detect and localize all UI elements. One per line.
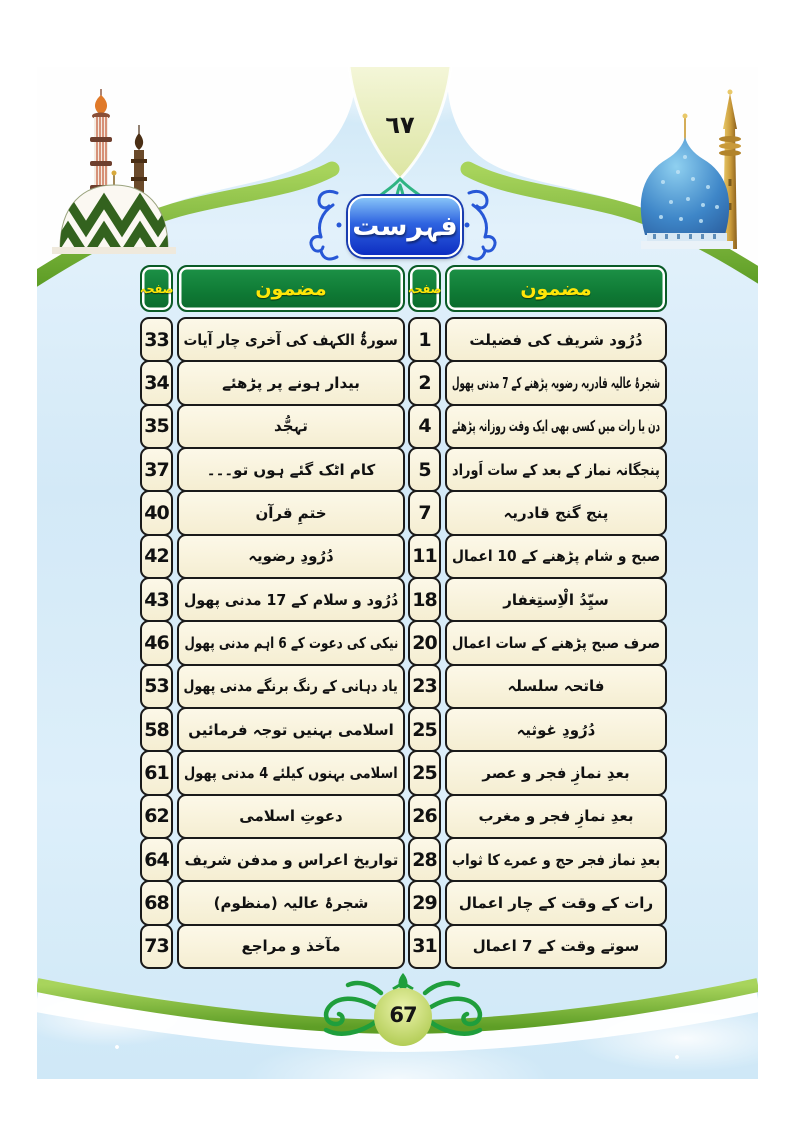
toc-row <box>140 578 405 621</box>
toc-row <box>408 491 667 534</box>
title-banner: فہرست <box>348 196 462 257</box>
header-page-column <box>408 265 441 312</box>
header-page-label: صفحہ <box>139 281 174 296</box>
toc-topic: سوتے وقت کے 7 اعمال <box>445 924 667 969</box>
toc-page-number: 73 <box>140 924 173 969</box>
toc-topic: پنج گنج قادریہ <box>445 490 667 535</box>
toc-topic: دُرُود و سلام کے 17 مدنی پھول <box>177 577 405 622</box>
toc-page-number: 46 <box>140 620 173 665</box>
toc-row <box>140 665 405 708</box>
blue-floral-ornament-icon <box>303 187 345 263</box>
toc-row <box>140 448 405 491</box>
toc-page-number: 23 <box>408 664 441 709</box>
toc-row <box>140 491 405 534</box>
toc-row <box>408 361 667 404</box>
header-topic-label: مضمون <box>255 277 327 300</box>
toc-row <box>140 708 405 751</box>
toc-topic: دن یا رات میں کسی بھی ایک وقت روزانہ پڑھئے <box>445 404 667 449</box>
toc-page-number: 20 <box>408 620 441 665</box>
green-zigzag-dome-shrine-icon <box>42 89 182 254</box>
sky-background <box>37 67 758 1079</box>
blue-floral-ornament-icon <box>461 187 503 263</box>
toc-topic: سیِّدُ الْاِستِغفار <box>445 577 667 622</box>
toc-topic: صبح و شام پڑھنے کے 10 اعمال <box>445 534 667 579</box>
toc-topic: مآخذ و مراجع <box>177 924 405 969</box>
toc-section-second-half <box>140 265 405 968</box>
toc-page-number: 29 <box>408 880 441 925</box>
page-number-top: ٦٧ <box>385 111 415 139</box>
toc-page-number: 58 <box>140 707 173 752</box>
toc-page-number: 11 <box>408 534 441 579</box>
toc-topic: یاد دہانی کے رنگ برنگے مدنی پھول <box>177 664 405 709</box>
toc-page-number: 25 <box>408 707 441 752</box>
toc-topic: بعدِ نمازِ فجر و مغرب <box>445 794 667 839</box>
toc-topic: فاتحہ سلسلہ <box>445 664 667 709</box>
toc-page-number: 35 <box>140 404 173 449</box>
toc-topic: ختمِ قرآن <box>177 490 405 535</box>
toc-page-number: 34 <box>140 360 173 405</box>
header-topic-label: مضمون <box>520 277 592 300</box>
toc-topic: شجرۂ عالیہ قادریہ رضویہ پڑھنے کے 7 مدنی پھول <box>445 360 667 405</box>
toc-section-first-half <box>408 265 667 968</box>
toc-topic: بعدِ نمازِ فجر و عصر <box>445 750 667 795</box>
toc-row <box>140 318 405 361</box>
toc-row <box>140 795 405 838</box>
toc-page-number: 2 <box>408 360 441 405</box>
toc-row <box>408 535 667 578</box>
toc-row <box>408 838 667 881</box>
toc-page-number: 68 <box>140 880 173 925</box>
toc-topic: دُرُود شریف کی فضیلت <box>445 317 667 362</box>
toc-row <box>408 795 667 838</box>
toc-row <box>140 838 405 881</box>
toc-row <box>408 578 667 621</box>
toc-page-number: 62 <box>140 794 173 839</box>
toc-row <box>408 621 667 664</box>
page-number-bottom: 67 <box>389 1003 417 1027</box>
toc-page-number: 43 <box>140 577 173 622</box>
toc-topic: بعدِ نماز فجر حج و عمرے کا ثواب <box>445 837 667 882</box>
toc-topic: نیکی کی دعوت کے 6 اہم مدنی پھول <box>177 620 405 665</box>
toc-page-number: 37 <box>140 447 173 492</box>
toc-page-number: 33 <box>140 317 173 362</box>
toc-page-number: 31 <box>408 924 441 969</box>
toc-page-number: 53 <box>140 664 173 709</box>
toc-row <box>408 318 667 361</box>
toc-topic: سورۃُ الکہف کی آخری چار آیات <box>177 317 405 362</box>
toc-page-number: 42 <box>140 534 173 579</box>
toc-topic: اسلامی بہنیں توجہ فرمائیں <box>177 707 405 752</box>
toc-page-number: 1 <box>408 317 441 362</box>
toc-topic: کام اٹک گئے ہوں تو۔۔۔ <box>177 447 405 492</box>
toc-row <box>408 448 667 491</box>
toc-topic: دعوتِ اسلامی <box>177 794 405 839</box>
toc-rows <box>140 318 405 968</box>
toc-page-number: 61 <box>140 750 173 795</box>
toc-page-number: 5 <box>408 447 441 492</box>
toc-topic: رات کے وقت کے چار اعمال <box>445 880 667 925</box>
header-topic-column <box>445 265 667 312</box>
toc-row <box>140 751 405 794</box>
toc-page-number: 64 <box>140 837 173 882</box>
toc-page-number: 26 <box>408 794 441 839</box>
toc-topic: بیدار ہونے پر پڑھئے <box>177 360 405 405</box>
toc-row <box>140 621 405 664</box>
toc-topic: دُرُودِ رضویہ <box>177 534 405 579</box>
toc-topic: تہجُّد <box>177 404 405 449</box>
toc-topic: اسلامی بہنوں کیلئے 4 مدنی پھول <box>177 750 405 795</box>
toc-topic: تواریخ اعراس و مدفن شریف <box>177 837 405 882</box>
header-page-label: صفحہ <box>407 281 442 296</box>
toc-topic: صرف صبح پڑھنے کے سات اعمال <box>445 620 667 665</box>
toc-page-number: 40 <box>140 490 173 535</box>
toc-topic: دُرُودِ غوثیہ <box>445 707 667 752</box>
toc-rows <box>408 318 667 968</box>
toc-row <box>408 751 667 794</box>
blue-dome-golden-minaret-shrine-icon <box>633 87 758 249</box>
toc-page-number: 18 <box>408 577 441 622</box>
toc-row <box>408 665 667 708</box>
header-page-column <box>140 265 173 312</box>
toc-row <box>408 405 667 448</box>
toc-page-number: 28 <box>408 837 441 882</box>
toc-page-number: 4 <box>408 404 441 449</box>
toc-topic: پنجگانہ نماز کے بعد کے سات اَوراد <box>445 447 667 492</box>
toc-page-number: 25 <box>408 750 441 795</box>
toc-topic: شجرۂ عالیہ (منظوم) <box>177 880 405 925</box>
toc-row <box>140 361 405 404</box>
toc-page-number: 7 <box>408 490 441 535</box>
toc-row <box>140 535 405 578</box>
toc-row <box>408 708 667 751</box>
toc-row <box>140 405 405 448</box>
toc-row <box>140 881 405 924</box>
toc-row <box>408 881 667 924</box>
header-topic-column <box>177 265 405 312</box>
